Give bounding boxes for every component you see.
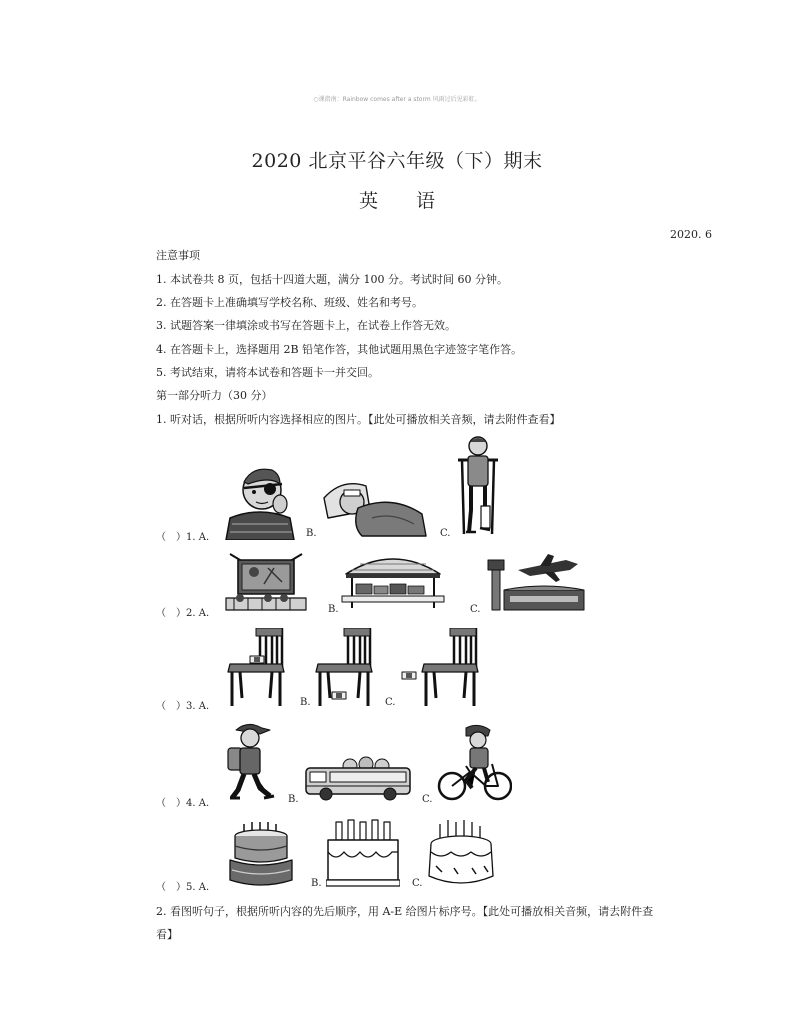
- notice-item: 1. 本试卷共 8 页，包括十四道大题，满分 100 分。考试时间 60 分钟。: [156, 273, 508, 286]
- eye-injury-boy-icon: [222, 462, 298, 540]
- question-label: （ ）3. A.: [156, 701, 210, 712]
- option-b-label: B.: [328, 604, 339, 615]
- part-heading: 第一部分听力（30 分）: [156, 389, 273, 402]
- notice-item: 3. 试题答案一律填涂或书写在答题卡上，在试卷上作答无效。: [156, 319, 456, 332]
- money-beside-chair-icon: [400, 628, 482, 708]
- option-b-label: B.: [311, 878, 322, 889]
- big-cake-icon: [226, 820, 296, 888]
- question-label: （ ）4. A.: [156, 798, 210, 809]
- notice-item: 5. 考试结束，请将本试卷和答题卡一并交回。: [156, 366, 379, 379]
- fancy-cake-icon: [426, 818, 498, 888]
- q1-instruction: 1. 听对话，根据所听内容选择相应的图片。【此处可播放相关音频，请去附件查看】: [156, 413, 561, 426]
- watermark: ○课指南：Rainbow comes after a storm 风雨过后见彩虹。: [313, 96, 481, 103]
- question-label: （ ）5. A.: [156, 882, 210, 893]
- exam-title: 2020 北京平谷六年级（下）期末: [251, 150, 543, 172]
- question-label: （ ）2. A.: [156, 608, 210, 619]
- cycling-boy-icon: [436, 722, 512, 802]
- exam-date: 2020. 6: [670, 228, 712, 241]
- option-c-label: C.: [412, 878, 423, 889]
- q2-instruction: 2. 看图听句子，根据所听内容的先后顺序，用 A-E 给图片标序号。【此处可播放相关音频，请去附件查: [156, 905, 654, 918]
- option-c-label: C.: [385, 697, 396, 708]
- question-label: （ ）1. A.: [156, 532, 210, 543]
- candle-cake-icon: [326, 816, 400, 888]
- money-under-chair-icon: [314, 628, 376, 708]
- subject-title: 英 语: [358, 190, 435, 212]
- q2-instruction-cont: 看】: [156, 928, 178, 941]
- sick-in-bed-icon: [322, 470, 428, 538]
- notice-item: 4. 在答题卡上，选择题用 2B 铅笔作答，其他试题用黑色字迹签字笔作答。: [156, 343, 523, 356]
- notice-heading: 注意事项: [156, 249, 200, 262]
- cinema-icon: [224, 552, 308, 612]
- option-c-label: C.: [422, 794, 433, 805]
- option-c-label: C.: [470, 604, 481, 615]
- option-b-label: B.: [306, 528, 317, 539]
- money-on-chair-icon: [226, 628, 288, 708]
- notice-item: 2. 在答题卡上准确填写学校名称、班级、姓名和考号。: [156, 296, 423, 309]
- option-b-label: B.: [300, 697, 311, 708]
- airport-icon: [486, 554, 586, 612]
- crutches-boy-icon: [456, 434, 500, 540]
- walking-boy-icon: [226, 720, 276, 802]
- option-c-label: C.: [440, 528, 451, 539]
- option-b-label: B.: [288, 794, 299, 805]
- school-bus-icon: [304, 756, 412, 802]
- bus-station-icon: [340, 550, 446, 610]
